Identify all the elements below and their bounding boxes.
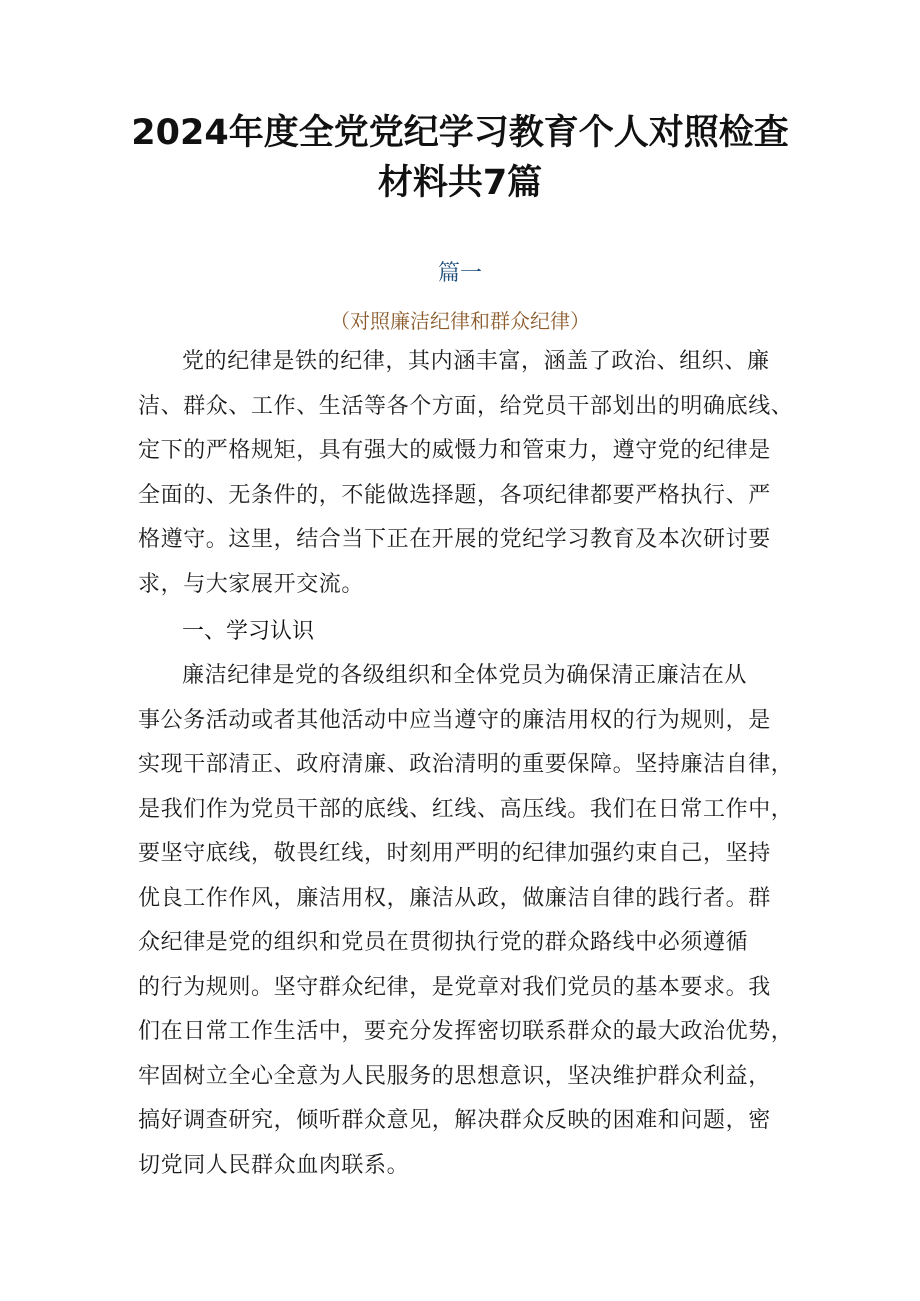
paragraph-1-line: 求，与大家展开交流。 (138, 571, 365, 597)
paragraph-2-line: 的行为规则。坚守群众纪律，是党章对我们党员的基本要求。我 (138, 974, 771, 1000)
paragraph-2-line: 廉洁纪律是党的各级组织和全体党员为确保清正廉洁在从 (182, 663, 748, 688)
title-line-1: 2024年度全党党纪学习教育个人对照检查 (131, 113, 789, 153)
paragraph-2-line: 众纪律是党的组织和党员在贯彻执行党的群众路线中必须遵循 (138, 930, 749, 955)
paragraph-1-line: 党的纪律是铁的纪律，其内涵丰富，涵盖了政治、组织、廉 (182, 349, 770, 374)
paragraph-2-line: 事公务活动或者其他活动中应当遵守的廉洁用权的行为规则，是 (138, 707, 771, 733)
part-label: 篇一 (437, 261, 482, 286)
paragraph-1-line: 全面的、无条件的，不能做选择题，各项纪律都要严格执行、严 (138, 482, 771, 508)
paragraph-1-line: 定下的严格规矩，具有强大的威慑力和管束力，遵守党的纪律是 (138, 438, 771, 463)
paragraph-2-line: 是我们作为党员干部的底线、红线、高压线。我们在日常工作中， (138, 796, 794, 822)
document-title (120, 108, 800, 208)
part-subtitle: （对照廉洁纪律和群众纪律） (330, 309, 590, 333)
section-heading: 一、学习认识 (182, 619, 315, 644)
paragraph-2-line: 实现干部清正、政府清廉、政治清明的重要保障。坚持廉洁自律， (138, 752, 794, 777)
paragraph-1 (138, 340, 794, 607)
paragraph-1-line: 格遵守。这里，结合当下正在开展的党纪学习教育及本次研讨要 (138, 527, 771, 552)
paragraph-2-line: 搞好调查研究，倾听群众意见，解决群众反映的困难和问题，密 (138, 1108, 771, 1133)
paragraph-2-line: 牢固树立全心全意为人民服务的思想意识，坚决维护群众利益， (138, 1063, 771, 1089)
paragraph-1-line: 洁、群众、工作、生活等各个方面，给党员干部划出的明确底线、 (138, 393, 794, 419)
paragraph-2-line: 们在日常工作生活中，要充分发挥密切联系群众的最大政治优势， (138, 1019, 794, 1044)
paragraph-2-line: 优良工作作风，廉洁用权，廉洁从政，做廉洁自律的践行者。群 (138, 885, 771, 911)
paragraph-2-line: 要坚守底线，敬畏红线，时刻用严明的纪律加强约束自己，坚持 (138, 841, 771, 866)
paragraph-2 (138, 654, 794, 1188)
title-line-2: 材料共7篇 (377, 163, 543, 203)
paragraph-2-line: 切党同人民群众血肉联系。 (138, 1152, 410, 1178)
